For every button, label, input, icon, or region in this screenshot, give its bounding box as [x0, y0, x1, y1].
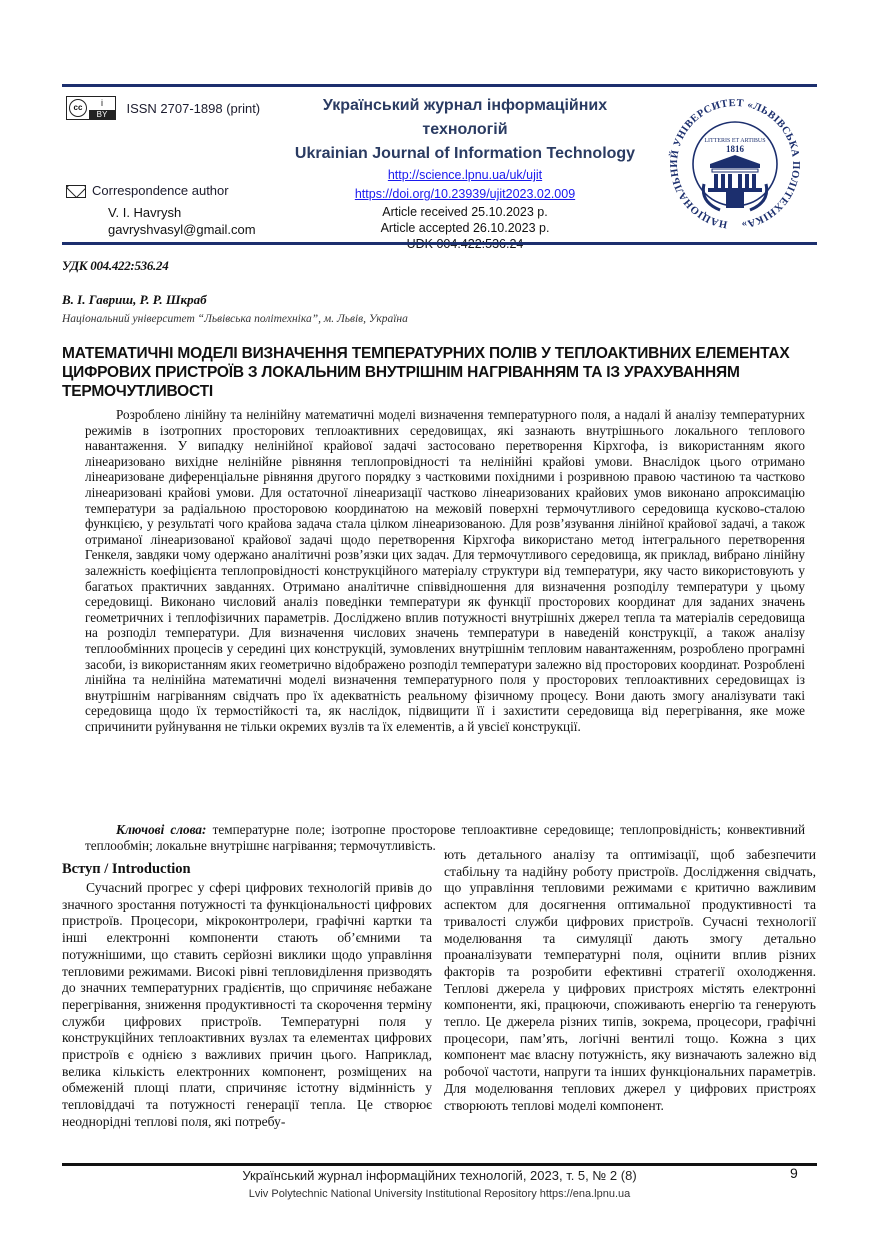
- journal-title-ua: Український журнал інформаційних технологій: [322, 97, 608, 138]
- university-seal-logo: [660, 92, 810, 238]
- footer-journal-citation: Український журнал інформаційних технологій, 2023, т. 5, № 2 (8): [242, 1168, 637, 1183]
- footer-rule: [62, 1163, 817, 1166]
- keywords-label: Ключові слова:: [116, 822, 207, 837]
- article-accepted: Article accepted 26.10.2023 р.: [380, 221, 550, 235]
- section-heading-introduction: Вступ / Introduction: [62, 861, 191, 877]
- article-abstract: Розроблено лінійну та нелінійну математичні моделі визначення температурного поля, а надалі й аналізу температурних режимів в ізотропних просторових теплоактивних середовищах, які зазнають внутрішнього локального теплового навантаження. У випадку нелінійної крайової задачі застосовано перетворення Кірхгофа, із використанням якого лінеаризовано вихідне нелінійне рівняння теплопровідності та нелінійні крайові умови. Внаслідок цього отримано лінеаризоване диференціальне рівняння другого порядку з частковими похідними і розривною правою частиною та частково лінеаризовані крайові умови. Для остаточної лінеаризації частково лінеаризованих крайових умов виконано апроксимацію температури за радіальною просторовою координатою на межовій поверхні термочутливого середовища кусково-сталою функцією, у результаті чого крайова задача стала цілком лінеаризованою. Для розв’язування лінійної крайової задачі, а також отриманої лінеаризованої крайової задачі щодо перетворення Кірхгофа використано метод інтегрального перетворення Генкеля, завдяки чому одержано аналітичні розв’язки цих задач. Для термочутливого середовища, як приклад, вибрано лінійну залежність коефіцієнта теплопровідності конструкційного матеріалу структури від температури, яку часто використовують у багатьох практичних завданнях. Отримано аналітичне співвідношення для визначення розподілу температури у цьому середовищі. Виконано числовий аналіз поведінки температури як функції просторових координат для заданих значень геометричних і теплофізичних параметрів. Досліджено вплив потужності внутрішніх джерел тепла та матеріалів середовища на розподіл температури. Для визначення числових значень температури в наведеній конструкції, а також аналізу теплообмінних процесів у середині цих конструкцій, зумовлених внутрішнім тепловим навантаженням, розроблено програмні засоби, із використанням яких геометрично відображено розподіл температури залежно від просторових координат. Розроблені лінійна та нелінійна математичні моделі визначення температурного поля у просторових теплоактивних середовищах із внутрішнім нагріванням свідчать про їх адекватність реальному фізичному процесу. Вони дають змогу аналізувати такі середовища щодо їх термостійкості та, як наслідок, підвищити її і захистити середовища від перегрівання, яке може спричинити руйнування не тільки окремих вузлів та їх елементів, а й увсієї конструкції.: [85, 407, 805, 734]
- correspondence-label: Correspondence author: [66, 183, 229, 198]
- correspondence-name: V. I. Havrysh: [108, 205, 182, 220]
- svg-text:LITTERIS ET ARTIBUS: LITTERIS ET ARTIBUS: [704, 138, 766, 144]
- intro-column-left: Сучасний прогрес у сфері цифрових технологій привів до значного зростання потужності та функціональності цифрових пристроїв. Процесори, мікроконтролери, графічні картки та інші електронні компоненти стають об’ємними та потужнішими, що ставить серйозні виклики щодо управління тепловими режимами. Високі рівні тепловиділення призводять до значних температурних градієнтів, що спричиняє небажане перегрівання, зниження продуктивності та скорочення терміну служби цифрових пристроїв. Температурні поля у конструкційних теплоактивних вузлах та елементах цифрових пристроїв є однією з важливих причин цього. Наприклад, велика кількість електронних компонент, розміщених на обмеженій площі плати, спричиняє істотну відмінність у тепловіддачі та потужності генерації тепла. Це створює неоднорідні теплові поля, які потребу-: [62, 880, 432, 1129]
- journal-header: [280, 94, 650, 252]
- page-number: 9: [790, 1165, 798, 1181]
- svg-text:1816: 1816: [726, 144, 744, 154]
- license-and-issn: [66, 96, 296, 120]
- journal-title-en: Ukrainian Journal of Information Technology: [294, 145, 636, 162]
- by-label: BY: [89, 110, 115, 119]
- article-received: Article received 25.10.2023 р.: [382, 205, 548, 219]
- intro-column-right: ють детального аналізу та оптимізації, щоб забезпечити стабільну та надійну роботу пристроїв. Дослідження свідчать, що управління тепловими режимами є критично важливим аспектом для досягнення оптимальної продуктивності та тривалості служби цифрових пристроїв. Сучасні технології моделювання та симуляції дають змогу детально проаналізувати температурні поля, оцінити вплив різних факторів та розробити ефективні стратегії охолодження. Теплові джерела у цифрових пристроях містять електронні компоненти, які, працюючи, споживають енергію та генерують тепло. Це джерела різних типів, зокрема, процесори, графічні процесори, пам’ять, логічні вентилі тощо. Кожна з цих компонент має власну потужність, яку визначають залежно від робочої частоти, напруги та інших функціональних параметрів. Для моделювання теплових джерел у цифрових пристроях створюють теплові моделі компонент.: [444, 847, 816, 1113]
- header-bottom-rule: [62, 242, 817, 245]
- issn: ISSN 2707-1898 (print): [126, 100, 261, 116]
- correspondence-email[interactable]: gavryshvasyl@gmail.com: [108, 222, 256, 237]
- envelope-icon: [66, 185, 86, 198]
- article-affiliation: Національний університет “Львівська політехніка”, м. Львів, Україна: [62, 313, 408, 325]
- attribution-icon: i: [101, 98, 103, 108]
- article-title: МАТЕМАТИЧНІ МОДЕЛІ ВИЗНАЧЕННЯ ТЕМПЕРАТУРНИХ ПОЛІВ У ТЕПЛОАКТИВНИХ ЕЛЕМЕНТАХ ЦИФРОВИХ ПРИСТРОЇВ З ЛОКАЛЬНИМ ВНУТРІШНІМ НАГРІВАННЯМ ТА ІЗ УРАХУВАННЯМ ТЕРМОЧУТЛИВОСТІ: [62, 345, 790, 400]
- cc-icon: cc: [69, 99, 87, 117]
- doi-link[interactable]: https://doi.org/10.23939/ujit2023.02.009: [354, 187, 576, 201]
- article-authors: В. І. Гавриш, Р. Р. Шкраб: [62, 292, 207, 307]
- journal-url-link[interactable]: http://science.lpnu.ua/uk/ujit: [387, 168, 543, 182]
- footer-repository: Lviv Polytechnic National University Institutional Repository https://ena.lpnu.ua: [248, 1188, 631, 1200]
- article-udk: УДК 004.422:536.24: [62, 258, 169, 273]
- header-top-rule: [62, 84, 817, 87]
- keywords-text: температурне поле; ізотропне просторове теплоактивне середовище; теплопровідність; конвективний теплообмін; локальне внутрішнє нагрівання; термочутливість.: [85, 822, 806, 853]
- svg-text:НАЦІОНАЛЬНИЙ УНІВЕРСИТЕТ «ЛЬВІ: НАЦІОНАЛЬНИЙ УНІВЕРСИТЕТ «ЛЬВІВСЬКА ПОЛІТЕХНІКА»: [669, 97, 802, 230]
- cc-by-license-icon[interactable]: [66, 96, 116, 120]
